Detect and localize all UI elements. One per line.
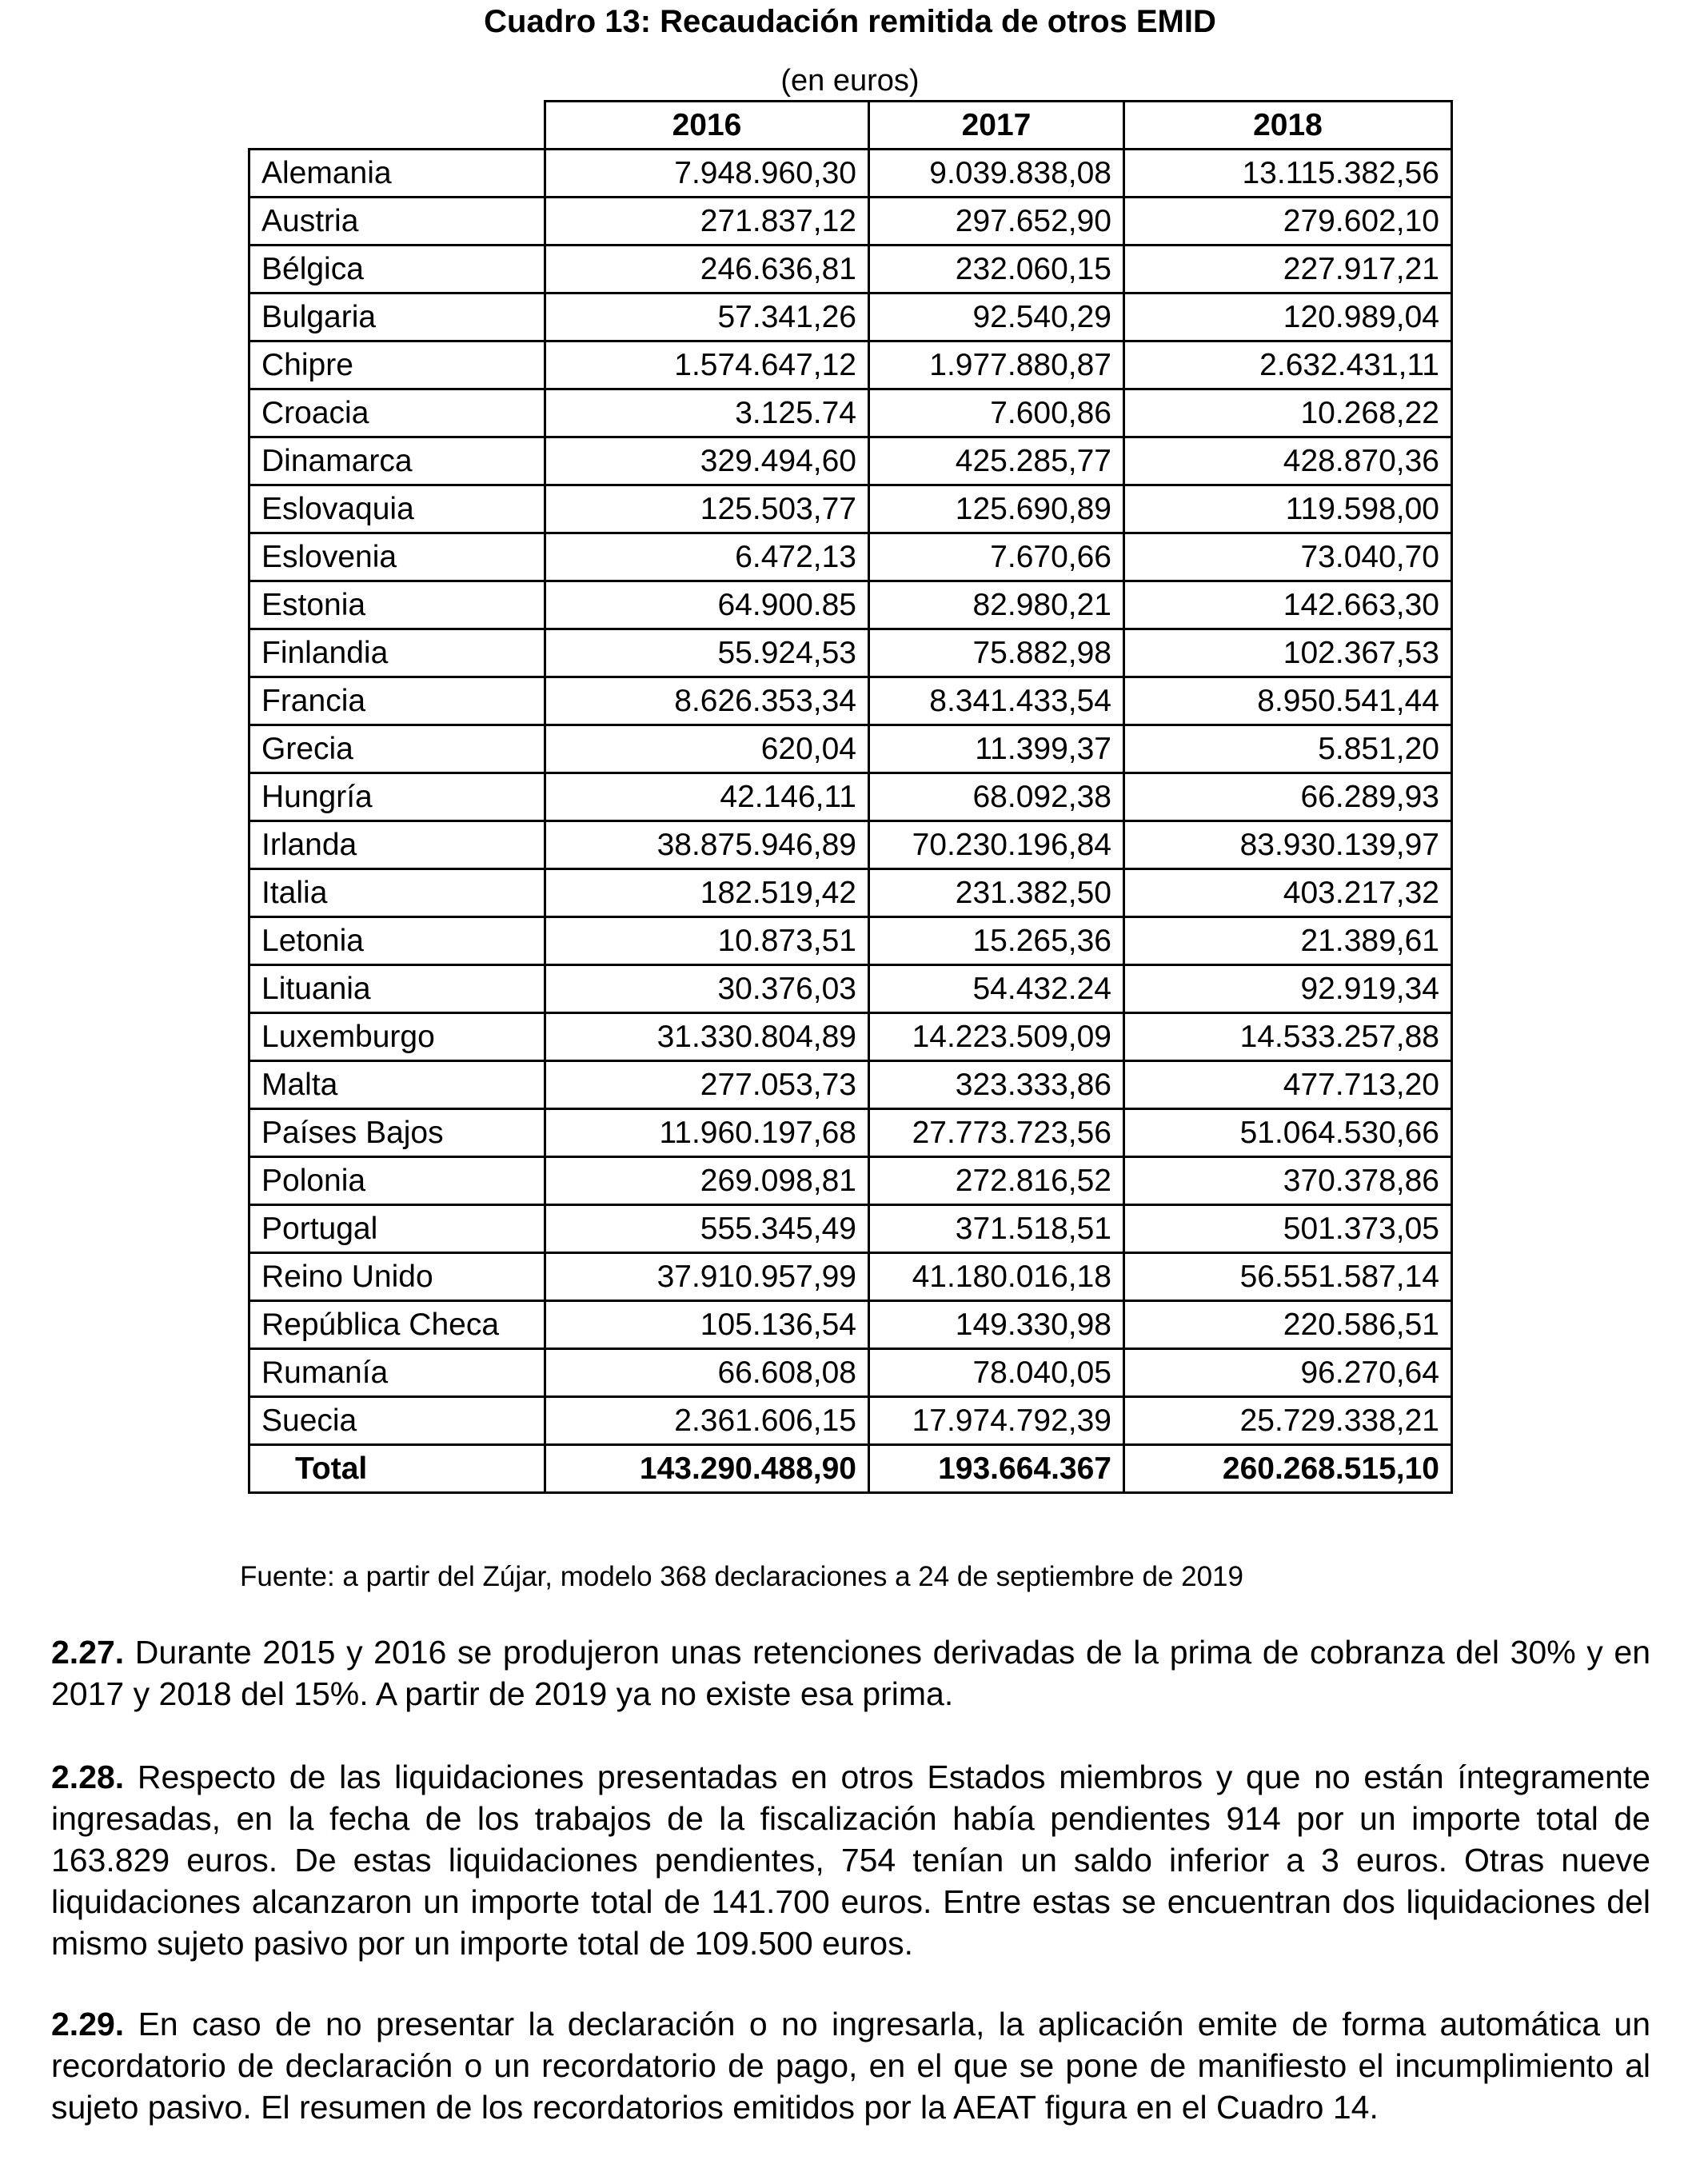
value-cell-2018: 21.389,61 xyxy=(1124,917,1452,965)
value-cell-2016: 329.494,60 xyxy=(545,437,869,485)
value-cell-2017: 82.980,21 xyxy=(869,581,1124,629)
value-cell-2016: 1.574.647,12 xyxy=(545,341,869,389)
value-cell-2016: 620,04 xyxy=(545,725,869,773)
table-row xyxy=(249,198,1452,246)
value-cell-2016: 277.053,73 xyxy=(545,1061,869,1109)
table-row xyxy=(249,773,1452,821)
value-cell-2018: 66.289,93 xyxy=(1124,773,1452,821)
table-row xyxy=(249,1109,1452,1157)
table-row xyxy=(249,533,1452,581)
header-corner-cell xyxy=(249,102,545,150)
value-cell-2018: 403.217,32 xyxy=(1124,869,1452,917)
value-cell-2018: 13.115.382,56 xyxy=(1124,150,1452,198)
value-cell-2016: 8.626.353,34 xyxy=(545,677,869,725)
table-row xyxy=(249,965,1452,1013)
country-cell: Irlanda xyxy=(249,821,545,869)
value-cell-2017: 272.816,52 xyxy=(869,1157,1124,1205)
value-cell-2016: 6.472,13 xyxy=(545,533,869,581)
value-cell-2016: 42.146,11 xyxy=(545,773,869,821)
country-cell: Bélgica xyxy=(249,246,545,293)
value-cell-2016: 271.837,12 xyxy=(545,198,869,246)
value-cell-2018: 8.950.541,44 xyxy=(1124,677,1452,725)
value-cell-2017: 70.230.196,84 xyxy=(869,821,1124,869)
value-cell-2017: 232.060,15 xyxy=(869,246,1124,293)
value-cell-2017: 7.670,66 xyxy=(869,533,1124,581)
value-cell-2016: 57.341,26 xyxy=(545,293,869,341)
value-cell-2017: 7.600,86 xyxy=(869,389,1124,437)
table-total-row xyxy=(249,1445,1452,1493)
table-body xyxy=(249,150,1452,1493)
table-row xyxy=(249,246,1452,293)
table-row xyxy=(249,1013,1452,1061)
value-cell-2016: 10.873,51 xyxy=(545,917,869,965)
recaudacion-table xyxy=(248,100,1453,1494)
value-cell-2017: 371.518,51 xyxy=(869,1205,1124,1253)
value-cell-2018: 92.919,34 xyxy=(1124,965,1452,1013)
total-value-cell-2018: 260.268.515,10 xyxy=(1124,1445,1452,1493)
table-subtitle: (en euros) xyxy=(780,64,920,98)
paragraph-text: Respecto de las liquidaciones presentadas en otros Estados miembros y que no están íntegramente ingresadas, en la fecha de los trabajos de la fiscalización había pendientes 914 por un importe total de 163.829 euros. De estas liquidaciones pendientes, 754 tenían un saldo inferior a 3 euros. Otras nueve liquidaciones alcanzaron un importe total de 141.700 euros. Entre estas se encuentran dos liquidaciones del mismo sujeto pasivo por un importe total de 109.500 euros. xyxy=(51,1759,1650,1962)
value-cell-2017: 92.540,29 xyxy=(869,293,1124,341)
country-cell: Croacia xyxy=(249,389,545,437)
value-cell-2018: 120.989,04 xyxy=(1124,293,1452,341)
value-cell-2018: 51.064.530,66 xyxy=(1124,1109,1452,1157)
country-cell: República Checa xyxy=(249,1301,545,1349)
value-cell-2016: 66.608,08 xyxy=(545,1349,869,1397)
value-cell-2017: 8.341.433,54 xyxy=(869,677,1124,725)
column-header-2017: 2017 xyxy=(869,102,1124,150)
table-row xyxy=(249,341,1452,389)
paragraph-text: Durante 2015 y 2016 se produjeron unas retenciones derivadas de la prima de cobranza del 30% y en 2017 y 2018 del 15%. A partir de 2019 ya no existe esa prima. xyxy=(51,1634,1650,1712)
paragraph-text: En caso de no presentar la declaración o no ingresarla, la aplicación emite de forma automática un recordatorio de declaración o un recordatorio de pago, en el que se pone de manifiesto el incumplimiento al sujeto pasivo. El resumen de los recordatorios emitidos por la AEAT figura en el Cuadro 14. xyxy=(51,2006,1650,2126)
total-value-cell-2016: 143.290.488,90 xyxy=(545,1445,869,1493)
paragraph-2-27 xyxy=(51,1631,1650,1715)
value-cell-2016: 246.636,81 xyxy=(545,246,869,293)
country-cell: Italia xyxy=(249,869,545,917)
table-row xyxy=(249,581,1452,629)
table-row xyxy=(249,1301,1452,1349)
table-row xyxy=(249,293,1452,341)
value-cell-2017: 68.092,38 xyxy=(869,773,1124,821)
column-header-2016: 2016 xyxy=(545,102,869,150)
value-cell-2018: 428.870,36 xyxy=(1124,437,1452,485)
value-cell-2016: 38.875.946,89 xyxy=(545,821,869,869)
paragraph-number: 2.28. xyxy=(51,1759,125,1795)
value-cell-2017: 9.039.838,08 xyxy=(869,150,1124,198)
total-value-cell-2017: 193.664.367 xyxy=(869,1445,1124,1493)
value-cell-2016: 11.960.197,68 xyxy=(545,1109,869,1157)
value-cell-2017: 297.652,90 xyxy=(869,198,1124,246)
total-label-cell: Total xyxy=(249,1445,545,1493)
value-cell-2017: 231.382,50 xyxy=(869,869,1124,917)
table-row xyxy=(249,1061,1452,1109)
value-cell-2016: 37.910.957,99 xyxy=(545,1253,869,1301)
table-row xyxy=(249,1157,1452,1205)
value-cell-2017: 1.977.880,87 xyxy=(869,341,1124,389)
value-cell-2016: 105.136,54 xyxy=(545,1301,869,1349)
value-cell-2017: 14.223.509,09 xyxy=(869,1013,1124,1061)
table-row xyxy=(249,150,1452,198)
country-cell: Letonia xyxy=(249,917,545,965)
paragraph-2-28 xyxy=(51,1756,1650,1964)
value-cell-2016: 125.503,77 xyxy=(545,485,869,533)
value-cell-2016: 64.900.85 xyxy=(545,581,869,629)
table-title: Cuadro 13: Recaudación remitida de otros EMID xyxy=(484,4,1216,39)
value-cell-2018: 279.602,10 xyxy=(1124,198,1452,246)
column-header-2018: 2018 xyxy=(1124,102,1452,150)
value-cell-2018: 102.367,53 xyxy=(1124,629,1452,677)
country-cell: Eslovenia xyxy=(249,533,545,581)
paragraph-number: 2.29. xyxy=(51,2006,125,2042)
table-row xyxy=(249,389,1452,437)
table-row xyxy=(249,1349,1452,1397)
table-row xyxy=(249,725,1452,773)
value-cell-2017: 17.974.792,39 xyxy=(869,1397,1124,1445)
table-header-row xyxy=(249,102,1452,150)
value-cell-2018: 2.632.431,11 xyxy=(1124,341,1452,389)
value-cell-2018: 501.373,05 xyxy=(1124,1205,1452,1253)
country-cell: Reino Unido xyxy=(249,1253,545,1301)
value-cell-2017: 425.285,77 xyxy=(869,437,1124,485)
value-cell-2018: 142.663,30 xyxy=(1124,581,1452,629)
value-cell-2016: 2.361.606,15 xyxy=(545,1397,869,1445)
value-cell-2017: 27.773.723,56 xyxy=(869,1109,1124,1157)
value-cell-2017: 149.330,98 xyxy=(869,1301,1124,1349)
country-cell: Rumanía xyxy=(249,1349,545,1397)
country-cell: Portugal xyxy=(249,1205,545,1253)
table-source-note: Fuente: a partir del Zújar, modelo 368 declaraciones a 24 de septiembre de 2019 xyxy=(240,1561,1243,1592)
country-cell: Austria xyxy=(249,198,545,246)
country-cell: Grecia xyxy=(249,725,545,773)
value-cell-2017: 323.333,86 xyxy=(869,1061,1124,1109)
country-cell: Alemania xyxy=(249,150,545,198)
paragraph-2-29 xyxy=(51,2003,1650,2128)
country-cell: Francia xyxy=(249,677,545,725)
table-row xyxy=(249,1253,1452,1301)
country-cell: Suecia xyxy=(249,1397,545,1445)
table-row xyxy=(249,629,1452,677)
table-row xyxy=(249,1397,1452,1445)
table-row xyxy=(249,437,1452,485)
table-row xyxy=(249,869,1452,917)
country-cell: Países Bajos xyxy=(249,1109,545,1157)
value-cell-2016: 555.345,49 xyxy=(545,1205,869,1253)
value-cell-2017: 75.882,98 xyxy=(869,629,1124,677)
country-cell: Bulgaria xyxy=(249,293,545,341)
value-cell-2016: 182.519,42 xyxy=(545,869,869,917)
value-cell-2017: 125.690,89 xyxy=(869,485,1124,533)
table-row xyxy=(249,917,1452,965)
value-cell-2018: 119.598,00 xyxy=(1124,485,1452,533)
value-cell-2016: 7.948.960,30 xyxy=(545,150,869,198)
paragraph-number: 2.27. xyxy=(51,1634,125,1671)
country-cell: Dinamarca xyxy=(249,437,545,485)
value-cell-2018: 227.917,21 xyxy=(1124,246,1452,293)
value-cell-2018: 220.586,51 xyxy=(1124,1301,1452,1349)
value-cell-2018: 73.040,70 xyxy=(1124,533,1452,581)
value-cell-2016: 30.376,03 xyxy=(545,965,869,1013)
country-cell: Polonia xyxy=(249,1157,545,1205)
table-row xyxy=(249,677,1452,725)
value-cell-2018: 96.270,64 xyxy=(1124,1349,1452,1397)
value-cell-2016: 55.924,53 xyxy=(545,629,869,677)
value-cell-2017: 11.399,37 xyxy=(869,725,1124,773)
table-row xyxy=(249,821,1452,869)
value-cell-2018: 14.533.257,88 xyxy=(1124,1013,1452,1061)
country-cell: Chipre xyxy=(249,341,545,389)
value-cell-2018: 477.713,20 xyxy=(1124,1061,1452,1109)
value-cell-2018: 10.268,22 xyxy=(1124,389,1452,437)
value-cell-2016: 3.125.74 xyxy=(545,389,869,437)
country-cell: Estonia xyxy=(249,581,545,629)
country-cell: Eslovaquia xyxy=(249,485,545,533)
country-cell: Malta xyxy=(249,1061,545,1109)
country-cell: Finlandia xyxy=(249,629,545,677)
value-cell-2017: 54.432.24 xyxy=(869,965,1124,1013)
country-cell: Lituania xyxy=(249,965,545,1013)
value-cell-2017: 78.040,05 xyxy=(869,1349,1124,1397)
table-row xyxy=(249,1205,1452,1253)
value-cell-2018: 56.551.587,14 xyxy=(1124,1253,1452,1301)
value-cell-2018: 370.378,86 xyxy=(1124,1157,1452,1205)
table-row xyxy=(249,485,1452,533)
value-cell-2018: 83.930.139,97 xyxy=(1124,821,1452,869)
value-cell-2016: 31.330.804,89 xyxy=(545,1013,869,1061)
value-cell-2017: 15.265,36 xyxy=(869,917,1124,965)
value-cell-2017: 41.180.016,18 xyxy=(869,1253,1124,1301)
value-cell-2018: 25.729.338,21 xyxy=(1124,1397,1452,1445)
country-cell: Luxemburgo xyxy=(249,1013,545,1061)
country-cell: Hungría xyxy=(249,773,545,821)
value-cell-2018: 5.851,20 xyxy=(1124,725,1452,773)
value-cell-2016: 269.098,81 xyxy=(545,1157,869,1205)
